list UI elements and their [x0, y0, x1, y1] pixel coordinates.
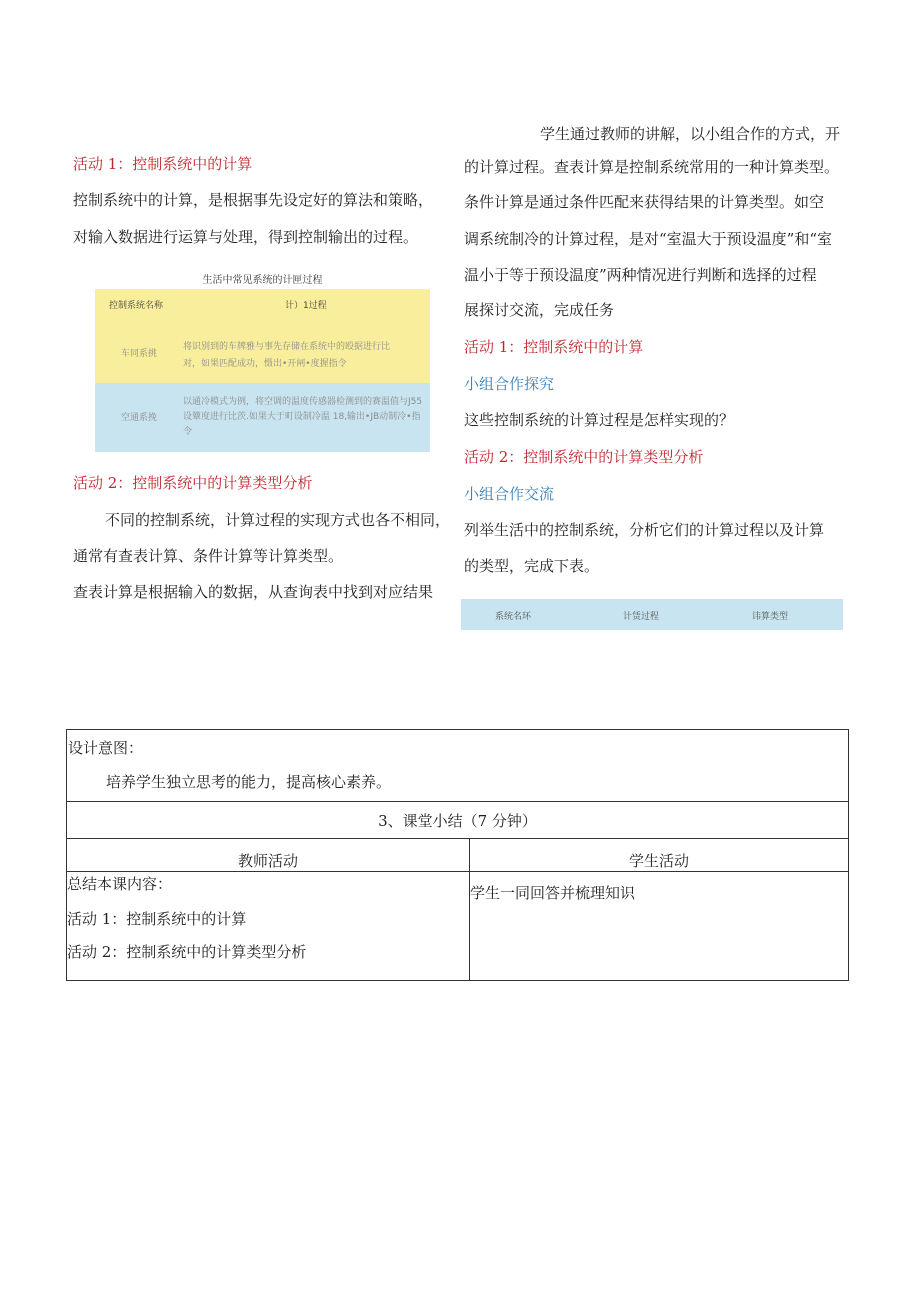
figure-row2-name: 空通系挽 [121, 413, 158, 423]
figure-row1-name: 车同系挑 [121, 349, 158, 359]
left-activity2-para-line2: 通常有查表计算、条件计算等计算类型。 [73, 547, 344, 565]
figure-row2-text3: 令 [183, 427, 193, 437]
teacher-summary: 总结本课内容： [67, 875, 173, 893]
design-intent-label: 设计意图： [68, 739, 144, 757]
left-activity2-para-line1: 不同的控制系统，计算过程的实现方式也各不相同， [105, 511, 451, 529]
right-activity1-title: 活动 1：控制系统中的计算 [464, 338, 644, 356]
right-para-line5: 温小于等于预设温度”两种情况进行判断和选择的过程 [464, 266, 817, 284]
left-activity1-para-line2: 对输入数据进行运算与处理，得到控制输出的过程。 [73, 228, 419, 246]
figure-title: 生活中常见系统的计匣过程 [202, 275, 323, 286]
teacher-header-cell: 教师活动 [67, 839, 470, 872]
figure-row2-text1: 以通冷模式为例，将空调的温度传感器检测到的赛温值与J55 [183, 397, 423, 407]
right-table-header-process: 计赁过程 [623, 612, 660, 622]
figure-row-ac [95, 383, 430, 452]
right-question: 这些控制系统的计算过程是怎样实现的？ [464, 411, 735, 429]
figure-row-car [95, 289, 430, 383]
design-intent-cell [67, 730, 849, 802]
student-activity-text: 学生一同回答并梳理知识 [470, 884, 636, 902]
right-para-line4: 调系统制冷的计算过程，是对“室温大于预设温度”和“室 [464, 230, 833, 248]
right-para-line1: 学生通过教师的讲解，以小组合作的方式，开 [540, 125, 841, 143]
section-title-cell: 3、课堂小结（7 分钟） [67, 802, 849, 839]
teacher-activity-1: 活动 1：控制系统中的计算 [67, 910, 247, 928]
left-activity1-title: 活动 1：控制系统中的计算 [73, 155, 253, 173]
right-para-line3: 条件计算是通过条件匹配来获得结果的计算类型。如空 [464, 193, 825, 211]
student-header-cell: 学生活动 [470, 839, 849, 872]
right-table-header-type: 讳算类型 [752, 612, 789, 622]
figure-row1-text1: 将识别到的车牌雅与事先存储在系统中的殴据进行比 [183, 342, 391, 352]
right-para-line2: 的计算过程。查表计算是控制系统常用的一种计算类型。 [464, 158, 840, 176]
left-activity1-para-line1: 控制系统中的计算，是根据事先设定好的算法和策略， [73, 191, 434, 209]
right-table-header-name: 系统名环 [495, 612, 532, 622]
right-task-line2: 的类型，完成下表。 [464, 557, 600, 575]
figure-header-process: 计）1过程 [285, 301, 327, 311]
process-figure [95, 272, 430, 452]
right-group-explore: 小组合作探究 [464, 375, 555, 393]
lesson-summary-table [66, 729, 849, 981]
left-activity2-title: 活动 2：控制系统中的计算类型分析 [73, 474, 313, 492]
figure-header-name: 控制系统名称 [109, 301, 164, 311]
right-para-line6: 展探讨交流，完成任务 [464, 301, 615, 319]
right-task-line1: 列举生活中的控制系统，分析它们的计算过程以及计算 [464, 521, 825, 539]
figure-row1-text2: 对，如果匹配成功，慑出•开闸•度握指令 [183, 359, 347, 369]
design-intent-text: 培养学生独立思考的能力，提高核心素养。 [106, 773, 392, 791]
right-blank-table-header [461, 599, 843, 630]
teacher-activity-cell [67, 872, 470, 981]
figure-row2-text2: 设簟度进行比茨.如果大于町设制冷温 18,输出•JB动制冷•指 [183, 412, 421, 422]
left-activity2-para-line3: 查表计算是根据输入的数据，从查询表中找到对应结果 [73, 583, 434, 601]
teacher-activity-2: 活动 2：控制系统中的计算类型分析 [67, 943, 307, 961]
right-activity2-title: 活动 2：控制系统中的计算类型分析 [464, 448, 704, 466]
student-activity-cell [470, 872, 849, 981]
right-group-exchange: 小组合作交流 [464, 485, 555, 503]
